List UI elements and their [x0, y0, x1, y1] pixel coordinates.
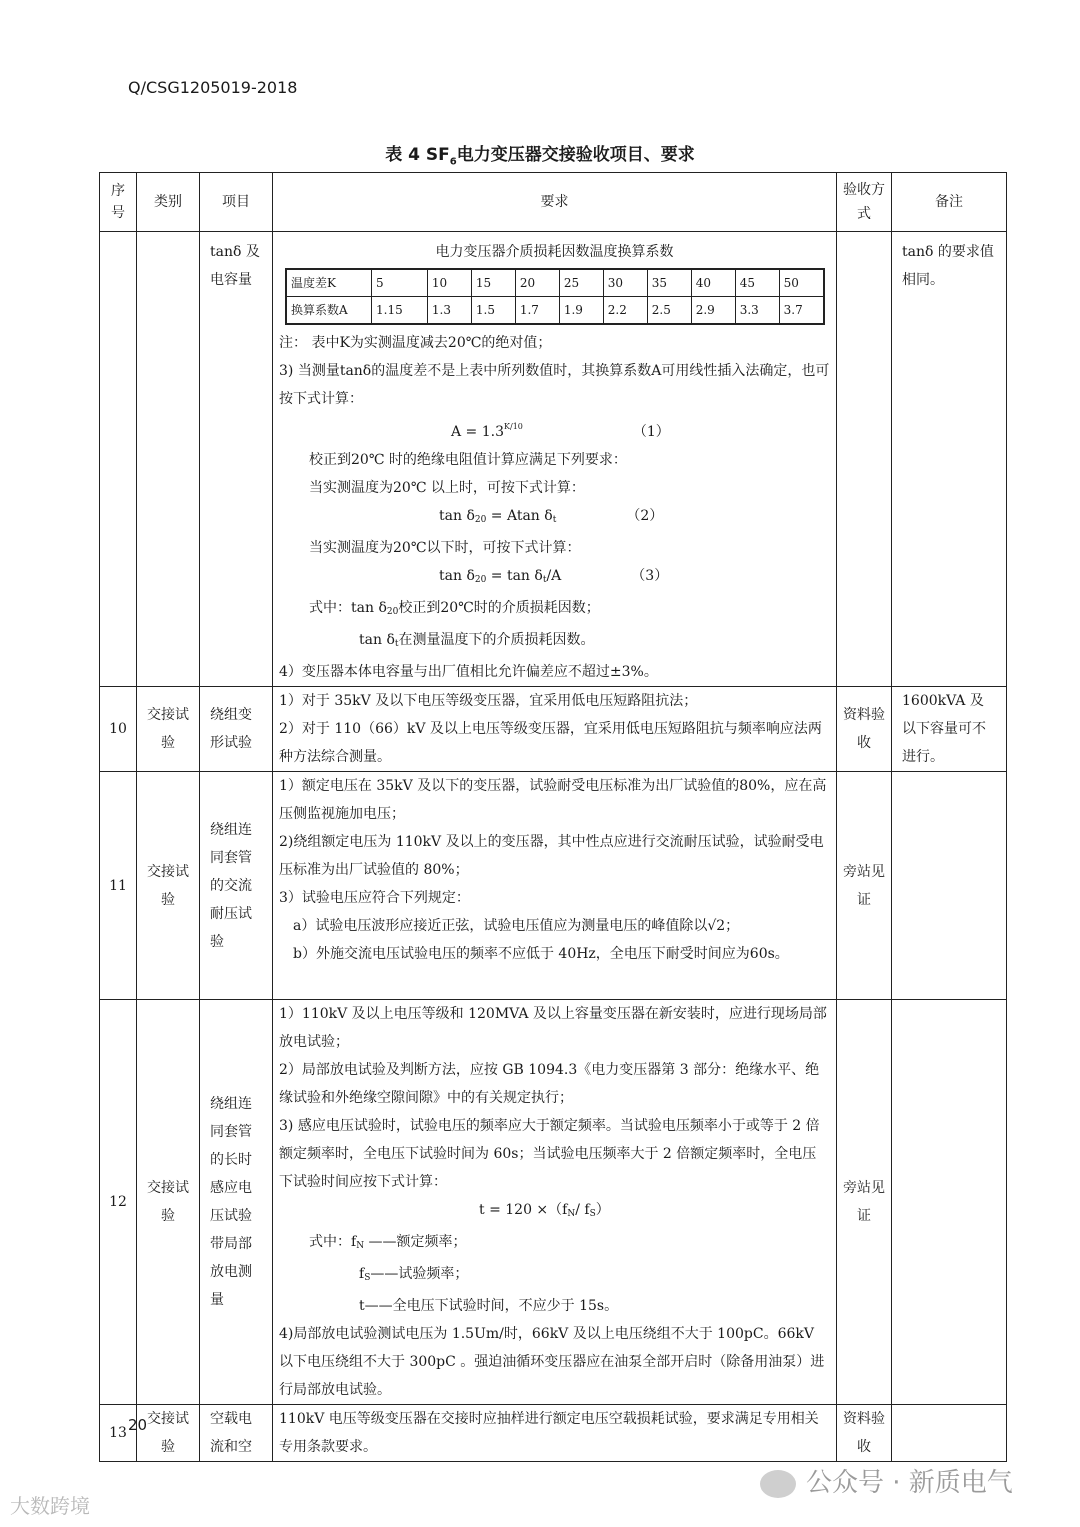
- paragraph-3: 3) 当测量tanδ的温度差不是上表中所列数值时，其换算系数A可用线性插入法确定，也可按下式计算：: [279, 363, 830, 407]
- header-method: 验收方式: [837, 173, 892, 232]
- inner-cell: 30: [603, 269, 647, 297]
- requirement-line: b）外施交流电压试验电压的频率不应低于 40Hz，全电压下耐受时间应为60s。: [293, 946, 789, 962]
- inner-cell: 50: [779, 269, 824, 297]
- inner-cell: 1.9: [559, 297, 603, 325]
- row-category: 交接试验: [137, 687, 200, 772]
- standard-number: Q/CSG1205019-2018: [128, 78, 298, 97]
- row-remark: 1600kVA 及以下容量可不进行。: [892, 687, 1007, 772]
- row-method: 资料验收: [837, 687, 892, 772]
- row-method: 旁站见证: [837, 1000, 892, 1405]
- inner-cell: 2.5: [647, 297, 691, 325]
- table-row: [100, 772, 1007, 1000]
- row-item: 绕组连同套管的长时感应电压试验带局部放电测量: [200, 1000, 273, 1405]
- requirement-cell: [273, 232, 837, 687]
- row-requirement: [273, 772, 837, 1000]
- header-item: 项目: [200, 173, 273, 232]
- formula-2: $\tan \delta_{20} = Atan$ $\delta_t$ （2）: [439, 508, 664, 525]
- paragraph-4: 4）变压器本体电容量与出厂值相比允许偏差应不超过±3%。: [279, 664, 658, 680]
- header-category: 类别: [137, 173, 200, 232]
- row-item: 绕组变形试验: [200, 687, 273, 772]
- row-category: 交接试验: [137, 1000, 200, 1405]
- table-row-continued: [100, 232, 1007, 687]
- definition-line: $f_S——$试验频率；: [359, 1266, 469, 1283]
- header-remark: 备注: [892, 173, 1007, 232]
- row-remark: [892, 1000, 1007, 1405]
- text-line: 式中：$\tan \delta_{20}$校正到20℃时的介质损耗因数；: [309, 600, 600, 617]
- text-line: 校正到20℃ 时的绝缘电阻值计算应满足下列要求：: [309, 452, 627, 468]
- requirement-line: 1）额定电压在 35kV 及以下的变压器，试验耐受电压标准为出厂试验值的80%，应在高压侧监视施加电压；: [279, 778, 827, 822]
- header-seq: 序号: [100, 173, 137, 232]
- item-cell: tanδ 及电容量: [200, 232, 273, 687]
- table-row: [100, 1000, 1007, 1405]
- row-seq: 10: [100, 687, 137, 772]
- inner-cell: 45: [735, 269, 779, 297]
- acceptance-table: [99, 172, 1007, 1462]
- text-line: 当实测温度为20℃ 以上时，可按下式计算：: [309, 480, 585, 496]
- watermark-left: 大数跨境: [10, 1494, 90, 1518]
- row-requirement: [273, 687, 837, 772]
- row-item: 空载电流和空: [200, 1405, 273, 1462]
- row-requirement: [273, 1405, 837, 1462]
- row-seq: 12: [100, 1000, 137, 1405]
- wechat-icon: [760, 1470, 796, 1498]
- header-requirement: 要求: [273, 173, 837, 232]
- row-remark: [892, 772, 1007, 1000]
- definition-line: 式中：$f_N$ ——额定频率；: [309, 1234, 467, 1251]
- row-item: 绕组连同套管的交流耐压试验: [200, 772, 273, 1000]
- row-method: 资料验收: [837, 1405, 892, 1462]
- row-category: 交接试验: [137, 1405, 200, 1462]
- formula-time: $t = 120 \times(f_N/$ $f_S$）: [479, 1202, 610, 1219]
- requirement-line: a）试验电压波形应接近正弦，试验电压值应为测量电压的峰值除以√2；: [293, 918, 740, 934]
- table-row: [100, 1405, 1007, 1462]
- inner-cell: 2.2: [603, 297, 647, 325]
- inner-cell: 3.3: [735, 297, 779, 325]
- requirement-line: 3）试验电压应符合下列规定：: [279, 890, 470, 906]
- inner-cell: 20: [515, 269, 559, 297]
- inner-cell: 1.15: [372, 297, 428, 325]
- inner-cell: 40: [691, 269, 735, 297]
- watermark-right: 公众号 · 新质电气: [760, 1462, 1013, 1499]
- requirement-line: 2)绕组额定电压为 110kV 及以上的变压器，其中性点应进行交流耐压试验，试验耐受电压标准为出厂试验值的 80%；: [279, 834, 824, 878]
- requirement-line: 110kV 电压等级变压器在交接时应抽样进行额定电压空载损耗试验，要求满足专用相关专用条款要求。: [279, 1411, 819, 1455]
- inner-cell: 2.9: [691, 297, 735, 325]
- formula-3: $\tan \delta_{20} = \tan \delta_t/A$ （3）: [439, 568, 669, 585]
- row-method: 旁站见证: [837, 772, 892, 1000]
- inner-cell: 10: [427, 269, 471, 297]
- inner-cell: 1.5: [471, 297, 515, 325]
- row-seq: 13: [100, 1405, 137, 1462]
- page-number: 20: [128, 1416, 148, 1434]
- table-row: [100, 687, 1007, 772]
- requirement-line: 2）局部放电试验及判断方法，应按 GB 1094.3《电力变压器第 3 部分：绝缘水平、绝缘试验和外绝缘空隙间隙》中的有关规定执行；: [279, 1062, 820, 1106]
- inner-cell: 换算系数A: [286, 297, 372, 325]
- inner-cell: 15: [471, 269, 515, 297]
- row-category: 交接试验: [137, 772, 200, 1000]
- requirement-line: 1）对于 35kV 及以下电压等级变压器，宜采用低电压短路阻抗法；: [279, 693, 698, 709]
- requirement-line: 2）对于 110（66）kV 及以上电压等级变压器，宜采用低电压短路阻抗与频率响应法两种方法综合测量。: [279, 721, 822, 765]
- conversion-table: [285, 268, 825, 325]
- requirement-line: 1）110kV 及以上电压等级和 120MVA 及以上容量变压器在新安装时，应进行现场局部放电试验；: [279, 1006, 827, 1050]
- row-seq: 11: [100, 772, 137, 1000]
- inner-cell: 25: [559, 269, 603, 297]
- inner-cell: 3.7: [779, 297, 824, 325]
- inner-table-title: 电力变压器介质损耗因数温度换算系数: [435, 244, 674, 260]
- requirement-line: 4)局部放电试验测试电压为 1.5Um/时，66kV 及以上电压绕组不大于 100pC。66kV 以下电压绕组不大于 300pC 。强迫油循环变压器应在油泵全部开启时（除备用油泵）进行局部放电试验。: [279, 1326, 825, 1398]
- inner-cell: 1.7: [515, 297, 559, 325]
- note-text: 注： 表中K为实测温度减去20℃的绝对值；: [279, 335, 552, 351]
- text-line: 当实测温度为20℃以下时，可按下式计算：: [309, 540, 581, 556]
- inner-cell: 35: [647, 269, 691, 297]
- remark-cell: tanδ 的要求值相同。: [892, 232, 1007, 687]
- table-title: 表 4 $SF_6$电力变压器交接验收项目、要求: [385, 145, 695, 168]
- inner-cell: 5: [372, 269, 428, 297]
- table-header-row: [100, 173, 1007, 232]
- row-requirement: [273, 1000, 837, 1405]
- formula-1: $A = 1.3^{K/10}$ （1）: [451, 422, 670, 440]
- requirement-line: 3) 感应电压试验时，试验电压的频率应大于额定频率。当试验电压频率小于或等于 2 倍额定频率时，全电压下试验时间为 60s；当试验电压频率大于 2 倍额定频率时，全电压下试验时间应按下式计算：: [279, 1118, 820, 1190]
- inner-cell: 1.3: [427, 297, 471, 325]
- row-remark: [892, 1405, 1007, 1462]
- text-line: $\tan \delta_t$在测量温度下的介质损耗因数。: [359, 632, 595, 649]
- inner-cell: 温度差K: [286, 269, 372, 297]
- definition-line: t——全电压下试验时间，不应少于 15s。: [359, 1298, 619, 1314]
